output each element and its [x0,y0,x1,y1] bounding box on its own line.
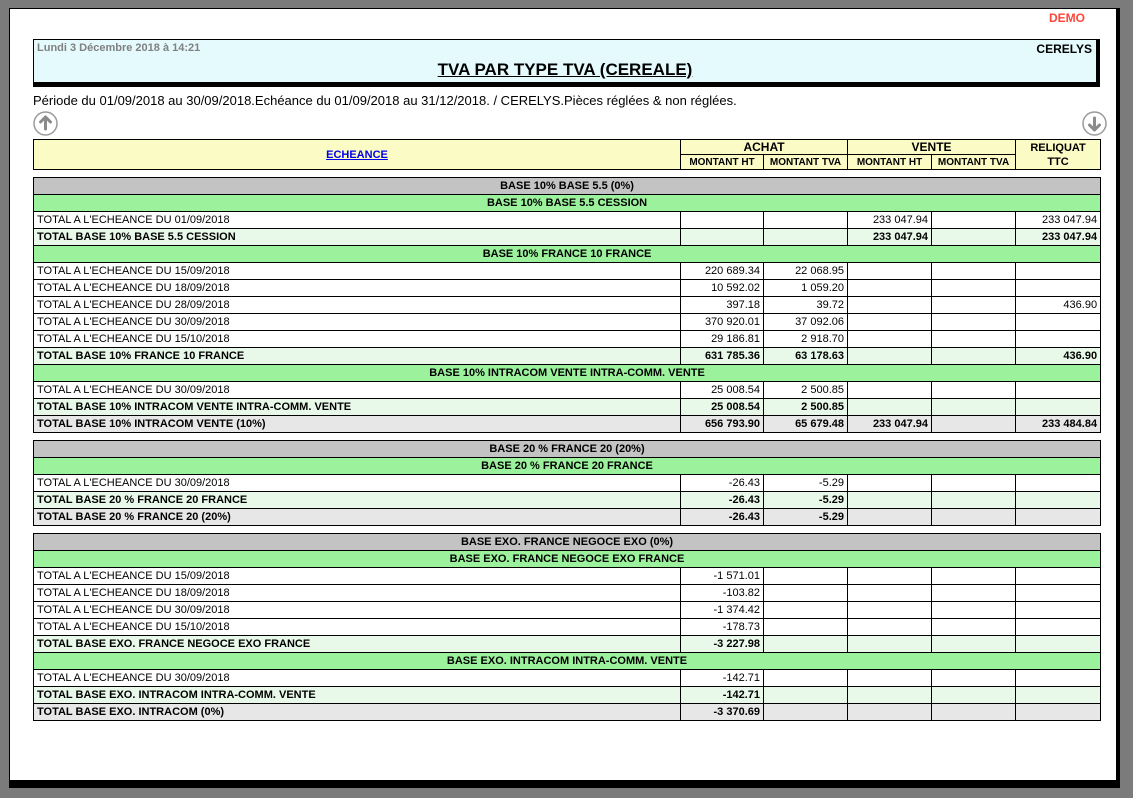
cell-achat-montant-tva [764,636,848,653]
cell-vente-montant-ht [848,331,932,348]
row-label: TOTAL BASE EXO. INTRACOM (0%) [34,704,681,721]
cell-achat-montant-tva: 63 178.63 [764,348,848,365]
cell-reliquat-ttc: 436.90 [1016,297,1101,314]
cell-achat-montant-ht: 656 793.90 [681,416,764,433]
cell-reliquat-ttc [1016,704,1101,721]
cell-reliquat-ttc [1016,687,1101,704]
cell-reliquat-ttc [1016,263,1101,280]
cell-achat-montant-tva: 2 500.85 [764,399,848,416]
cell-vente-montant-ht [848,619,932,636]
table-header [33,139,1101,170]
group-header: BASE EXO. FRANCE NEGOCE EXO (0%) [34,534,1101,551]
table-row [34,509,1101,526]
table-row [34,314,1101,331]
cell-achat-montant-tva [764,602,848,619]
report-header-box [33,39,1100,87]
row-label: TOTAL BASE 20 % FRANCE 20 FRANCE [34,492,681,509]
cell-achat-montant-ht: -26.43 [681,475,764,492]
cell-achat-montant-ht: -103.82 [681,585,764,602]
cell-achat-montant-ht: 25 008.54 [681,399,764,416]
cell-achat-montant-ht: -1 374.42 [681,602,764,619]
column-header-reliquat-ttc [1016,140,1101,170]
column-group-achat: ACHAT [681,140,848,155]
cell-vente-montant-ht [848,670,932,687]
cell-achat-montant-tva: 2 500.85 [764,382,848,399]
cell-achat-montant-tva [764,568,848,585]
cell-vente-montant-ht [848,382,932,399]
scroll-controls [33,110,1107,136]
cell-reliquat-ttc [1016,399,1101,416]
subsection-header: BASE EXO. FRANCE NEGOCE EXO FRANCE [34,551,1101,568]
table-row [34,246,1101,263]
group-table [33,440,1101,526]
cell-vente-montant-tva [932,704,1016,721]
row-label: TOTAL BASE 10% BASE 5.5 CESSION [34,229,681,246]
cell-reliquat-ttc: 233 047.94 [1016,212,1101,229]
cell-vente-montant-tva [932,475,1016,492]
cell-vente-montant-ht: 233 047.94 [848,229,932,246]
subsection-header: BASE 10% INTRACOM VENTE INTRA-COMM. VENTE [34,365,1101,382]
cell-achat-montant-tva [764,687,848,704]
cell-achat-montant-tva: 65 679.48 [764,416,848,433]
report-page [9,8,1120,788]
cell-vente-montant-tva [932,263,1016,280]
cell-vente-montant-tva [932,229,1016,246]
cell-achat-montant-tva: -5.29 [764,475,848,492]
table-row [34,670,1101,687]
cell-achat-montant-tva: 1 059.20 [764,280,848,297]
table-row [34,568,1101,585]
table-row [34,534,1101,551]
row-label: TOTAL A L'ECHEANCE DU 15/10/2018 [34,619,681,636]
row-label: TOTAL A L'ECHEANCE DU 15/09/2018 [34,263,681,280]
row-label: TOTAL A L'ECHEANCE DU 18/09/2018 [34,280,681,297]
cell-vente-montant-tva [932,687,1016,704]
cell-vente-montant-ht [848,297,932,314]
cell-achat-montant-ht [681,212,764,229]
cell-achat-montant-ht: -142.71 [681,687,764,704]
cell-vente-montant-tva [932,348,1016,365]
group-table [33,533,1101,721]
column-header-echeance [34,140,681,170]
cell-vente-montant-tva [932,212,1016,229]
cell-achat-montant-tva: 2 918.70 [764,331,848,348]
table-row [34,297,1101,314]
cell-achat-montant-ht: 25 008.54 [681,382,764,399]
cell-reliquat-ttc [1016,585,1101,602]
row-label: TOTAL BASE 10% INTRACOM VENTE (10%) [34,416,681,433]
cell-vente-montant-tva [932,585,1016,602]
table-row [34,382,1101,399]
cell-achat-montant-ht: -178.73 [681,619,764,636]
cell-reliquat-ttc [1016,492,1101,509]
cell-achat-montant-tva: -5.29 [764,509,848,526]
cell-vente-montant-ht [848,568,932,585]
cell-vente-montant-ht [848,314,932,331]
row-label: TOTAL A L'ECHEANCE DU 15/09/2018 [34,568,681,585]
table-row [34,687,1101,704]
cell-achat-montant-tva [764,229,848,246]
cell-vente-montant-tva [932,382,1016,399]
report-datetime: Lundi 3 Décembre 2018 à 14:21 [37,42,201,54]
report-period-line: Période du 01/09/2018 au 30/09/2018.Echéance du 01/09/2018 au 31/12/2018. / CERELYS.Pièces réglées & non réglées. [33,93,737,108]
table-row [34,331,1101,348]
subsection-header: BASE 20 % FRANCE 20 FRANCE [34,458,1101,475]
cell-reliquat-ttc [1016,331,1101,348]
reliquat-label: RELIQUAT [1030,141,1086,154]
cell-reliquat-ttc [1016,314,1101,331]
cell-achat-montant-ht: 631 785.36 [681,348,764,365]
table-row [34,653,1101,670]
row-label: TOTAL A L'ECHEANCE DU 18/09/2018 [34,585,681,602]
cell-reliquat-ttc [1016,670,1101,687]
row-label: TOTAL A L'ECHEANCE DU 28/09/2018 [34,297,681,314]
cell-reliquat-ttc: 436.90 [1016,348,1101,365]
table-row [34,636,1101,653]
demo-watermark: DEMO [1049,11,1085,25]
table-row [34,458,1101,475]
cell-reliquat-ttc [1016,636,1101,653]
table-row [34,399,1101,416]
arrow-up-icon [33,111,58,136]
table-row [34,619,1101,636]
subsection-header: BASE 10% BASE 5.5 CESSION [34,195,1101,212]
column-header-achat-montant-ht: MONTANT HT [681,155,764,170]
cell-achat-montant-ht: 10 592.02 [681,280,764,297]
table-row [34,492,1101,509]
cell-vente-montant-tva [932,636,1016,653]
cell-vente-montant-tva [932,670,1016,687]
cell-vente-montant-tva [932,280,1016,297]
cell-achat-montant-tva: 39.72 [764,297,848,314]
cell-achat-montant-ht: 220 689.34 [681,263,764,280]
row-label: TOTAL BASE 20 % FRANCE 20 (20%) [34,509,681,526]
cell-vente-montant-tva [932,568,1016,585]
cell-reliquat-ttc [1016,619,1101,636]
table-row [34,475,1101,492]
cell-reliquat-ttc [1016,382,1101,399]
subsection-header: BASE EXO. INTRACOM INTRA-COMM. VENTE [34,653,1101,670]
cell-vente-montant-ht [848,509,932,526]
cell-vente-montant-ht [848,399,932,416]
cell-vente-montant-ht [848,348,932,365]
table-header-wrap [33,139,1116,170]
cell-reliquat-ttc [1016,602,1101,619]
cell-vente-montant-ht [848,585,932,602]
cell-vente-montant-tva [932,399,1016,416]
cell-achat-montant-tva: 37 092.06 [764,314,848,331]
cell-vente-montant-tva [932,297,1016,314]
cell-vente-montant-ht: 233 047.94 [848,212,932,229]
row-label: TOTAL BASE EXO. FRANCE NEGOCE EXO FRANCE [34,636,681,653]
table-row [34,178,1101,195]
cell-vente-montant-tva [932,619,1016,636]
table-row [34,416,1101,433]
row-label: TOTAL A L'ECHEANCE DU 30/09/2018 [34,602,681,619]
cell-vente-montant-ht: 233 047.94 [848,416,932,433]
cell-vente-montant-tva [932,314,1016,331]
column-header-vente-montant-ht: MONTANT HT [848,155,932,170]
cell-reliquat-ttc [1016,280,1101,297]
cell-achat-montant-ht: -26.43 [681,509,764,526]
cell-achat-montant-tva [764,619,848,636]
table-row [34,212,1101,229]
echeance-sort-link[interactable]: ECHEANCE [326,148,388,161]
table-row [34,195,1101,212]
subsection-header: BASE 10% FRANCE 10 FRANCE [34,246,1101,263]
column-group-vente: VENTE [848,140,1016,155]
cell-vente-montant-ht [848,704,932,721]
table-row [34,602,1101,619]
cell-achat-montant-ht [681,229,764,246]
table-row [34,280,1101,297]
cell-achat-montant-ht: 397.18 [681,297,764,314]
cell-vente-montant-tva [932,509,1016,526]
cell-vente-montant-ht [848,602,932,619]
cell-reliquat-ttc: 233 047.94 [1016,229,1101,246]
row-label: TOTAL A L'ECHEANCE DU 30/09/2018 [34,475,681,492]
cell-achat-montant-ht: -1 571.01 [681,568,764,585]
group-header: BASE 20 % FRANCE 20 (20%) [34,441,1101,458]
cell-reliquat-ttc: 233 484.84 [1016,416,1101,433]
cell-achat-montant-tva [764,212,848,229]
cell-vente-montant-tva [932,492,1016,509]
cell-achat-montant-ht: -3 227.98 [681,636,764,653]
column-header-vente-montant-tva: MONTANT TVA [932,155,1016,170]
cell-reliquat-ttc [1016,509,1101,526]
cell-vente-montant-ht [848,280,932,297]
row-label: TOTAL A L'ECHEANCE DU 30/09/2018 [34,382,681,399]
cell-reliquat-ttc [1016,475,1101,492]
company-name: CERELYS [1036,42,1092,56]
cell-vente-montant-ht [848,263,932,280]
cell-vente-montant-tva [932,416,1016,433]
scroll-down-button[interactable] [1082,111,1107,136]
table-row [34,585,1101,602]
row-label: TOTAL A L'ECHEANCE DU 30/09/2018 [34,314,681,331]
table-row [34,441,1101,458]
group-table [33,177,1101,433]
row-label: TOTAL A L'ECHEANCE DU 15/10/2018 [34,331,681,348]
row-label: TOTAL BASE 10% FRANCE 10 FRANCE [34,348,681,365]
report-content [10,39,1116,721]
cell-vente-montant-tva [932,331,1016,348]
group-header: BASE 10% BASE 5.5 (0%) [34,178,1101,195]
cell-achat-montant-tva: 22 068.95 [764,263,848,280]
cell-achat-montant-tva [764,704,848,721]
ttc-label: TTC [1047,155,1069,168]
cell-achat-montant-ht: -3 370.69 [681,704,764,721]
cell-achat-montant-ht: -26.43 [681,492,764,509]
table-row [34,551,1101,568]
arrow-down-icon [1082,111,1107,136]
row-label: TOTAL A L'ECHEANCE DU 01/09/2018 [34,212,681,229]
report-title: TVA PAR TYPE TVA (CEREALE) [437,60,693,79]
cell-vente-montant-tva [932,602,1016,619]
column-header-achat-montant-tva: MONTANT TVA [764,155,848,170]
row-label: TOTAL BASE 10% INTRACOM VENTE INTRA-COMM. VENTE [34,399,681,416]
row-label: TOTAL A L'ECHEANCE DU 30/09/2018 [34,670,681,687]
cell-achat-montant-ht: -142.71 [681,670,764,687]
table-row [34,365,1101,382]
cell-vente-montant-ht [848,492,932,509]
table-row [34,704,1101,721]
table-row [34,263,1101,280]
scroll-up-button[interactable] [33,111,58,136]
cell-achat-montant-ht: 370 920.01 [681,314,764,331]
row-label: TOTAL BASE EXO. INTRACOM INTRA-COMM. VENTE [34,687,681,704]
cell-achat-montant-tva: -5.29 [764,492,848,509]
cell-achat-montant-tva [764,670,848,687]
cell-achat-montant-tva [764,585,848,602]
cell-achat-montant-ht: 29 186.81 [681,331,764,348]
table-groups [33,177,1116,721]
cell-vente-montant-ht [848,687,932,704]
table-row [34,229,1101,246]
cell-vente-montant-ht [848,636,932,653]
cell-reliquat-ttc [1016,568,1101,585]
cell-vente-montant-ht [848,475,932,492]
table-row [34,348,1101,365]
